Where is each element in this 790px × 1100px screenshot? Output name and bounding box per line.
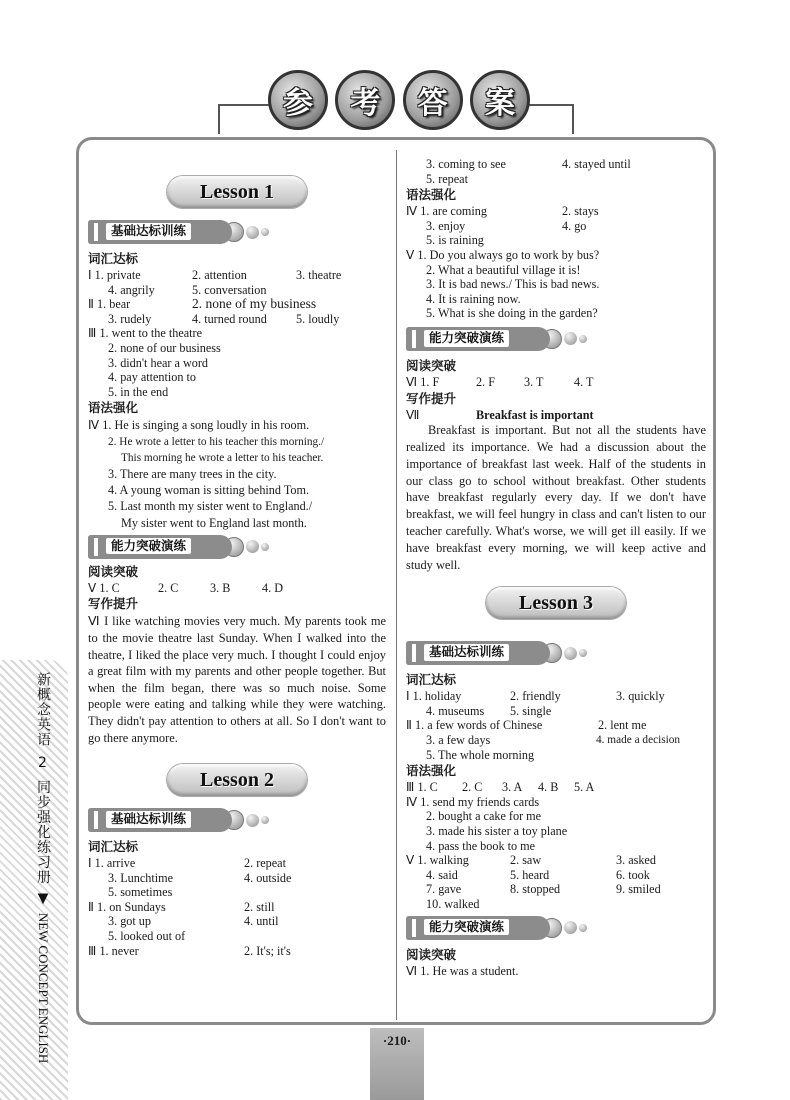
answer-row: 5. The whole morning — [426, 747, 535, 762]
writing-answer: Ⅵ I like watching movies very much. My parents took me to the movie theatre last Sunday. When I walked into the theatre, I liked the place very much. I thought I could enjoy a great film with my parents and other people together. But when the film began, there was so much noise. Some people were eating and talking while they were watching. They didn't pay attention to others at all. So I don't want to go there anymore. — [88, 614, 386, 745]
answer-row: Ⅰ 1. arrive 2. repeat — [88, 856, 286, 871]
book-title-vertical: 新概念英语 2 同步强化练习册 ▼ NEW CONCEPT ENGLISH — [35, 672, 51, 1064]
answer-row: 7. gave 8. stopped 9. smiled — [426, 882, 661, 897]
answer-row: 4. It is raining now. — [426, 291, 521, 306]
section-heading: 词汇达标 — [406, 672, 457, 688]
answer-row: 3. enjoy 4. go — [426, 218, 587, 233]
answer-row: Ⅴ 1. walking 2. saw 3. asked — [406, 853, 656, 868]
answer-row: 3. Lunchtime 4. outside — [108, 870, 292, 885]
answer-row: 2. none of our business — [108, 340, 221, 355]
answer-row: Ⅲ 1. C 2. C 3. A 4. B 5. A — [406, 780, 595, 795]
header-badge: 答 — [403, 70, 463, 130]
circle-icon — [579, 649, 587, 657]
header-badge: 案 — [470, 70, 530, 130]
answer-row: Ⅱ 1. bear 2. none of my business — [88, 296, 317, 312]
circle-icon — [261, 816, 269, 824]
circle-icon — [564, 647, 577, 660]
answer-row: Ⅱ 1. a few words of Chinese 2. lent me — [406, 718, 647, 733]
header-badge: 参 — [268, 70, 328, 130]
page-number: ·210· — [382, 1033, 412, 1048]
right-column — [406, 157, 706, 978]
section-heading: 语法强化 — [406, 187, 457, 203]
answer-row: 4. museums 5. single — [426, 703, 552, 718]
answer-row: 5. Last month my sister went to England./ — [108, 499, 313, 514]
answer-row: 4. pass the book to me — [426, 838, 535, 853]
answer-row: 5. in the end — [108, 384, 169, 399]
answer-row: Ⅵ 1. F 2. F 3. T 4. T — [406, 374, 594, 389]
lesson-title: Lesson 3 — [486, 587, 626, 619]
answer-row: Ⅳ 1. He is singing a song loudly in his room. — [88, 418, 310, 433]
lesson-title: Lesson 1 — [167, 176, 307, 208]
circle-icon — [246, 226, 259, 239]
circle-icon — [261, 543, 269, 551]
circle-icon — [246, 814, 259, 827]
section-heading: 词汇达标 — [88, 839, 139, 855]
answer-row: Ⅵ 1. He was a student. — [406, 963, 519, 978]
section-bar-ability: 能力突破演练 — [406, 916, 706, 940]
answer-row: 3. coming to see 4. stayed until — [426, 157, 631, 171]
answer-row: 3. a few days 4. made a decision — [426, 733, 681, 748]
circle-icon — [579, 335, 587, 343]
answer-row: 3. It is bad news./ This is bad news. — [426, 277, 600, 292]
section-heading: 语法强化 — [406, 763, 457, 779]
circle-icon — [564, 332, 577, 345]
section-bar-basic: 基础达标训练 — [88, 220, 386, 244]
answer-row: 5. What is she doing in the garden? — [426, 306, 598, 321]
answer-key-header — [268, 70, 530, 134]
left-column — [88, 176, 386, 958]
answer-row: 3. made his sister a toy plane — [426, 824, 568, 839]
header-badge: 考 — [335, 70, 395, 130]
answer-row: 5. repeat — [426, 171, 468, 186]
answer-row: 4. A young woman is sitting behind Tom. — [108, 483, 310, 498]
section-bar-ability: 能力突破演练 — [88, 535, 386, 559]
answer-row: 5. looked out of — [108, 929, 186, 944]
answer-row: 5. is raining — [426, 233, 484, 248]
answer-row: Ⅴ 1. Do you always go to work by bus? — [406, 247, 600, 262]
answer-row: 4. angrily 5. conversation — [108, 282, 267, 297]
circle-icon — [261, 228, 269, 236]
section-bar-basic: 基础达标训练 — [88, 808, 386, 832]
answer-row: 4. pay attention to — [108, 370, 197, 385]
answer-row: 3. got up 4. until — [108, 914, 279, 929]
answer-row: Ⅳ 1. are coming 2. stays — [406, 204, 599, 219]
circle-icon — [564, 921, 577, 934]
circle-icon — [579, 924, 587, 932]
answer-row: My sister went to England last month. — [121, 515, 307, 530]
column-divider — [396, 150, 397, 1020]
answer-row: Ⅰ 1. private 2. attention 3. theatre — [88, 268, 342, 282]
writing-title-row: Ⅶ Breakfast is important — [406, 407, 594, 422]
answer-row: 10. walked — [426, 897, 480, 912]
lesson-title: Lesson 2 — [167, 764, 307, 796]
answer-row: 3. didn't hear a word — [108, 355, 209, 370]
answer-row: Ⅴ 1. C 2. C 3. B 4. D — [88, 580, 283, 595]
triangle-icon: ▼ — [35, 890, 51, 908]
section-heading: 阅读突破 — [406, 357, 457, 373]
answer-row: Ⅳ 1. send my friends cards — [406, 794, 540, 809]
section-heading: 写作提升 — [88, 596, 139, 612]
section-heading: 阅读突破 — [406, 946, 457, 962]
answer-row: 5. sometimes — [108, 885, 173, 900]
section-heading: 阅读突破 — [88, 563, 139, 579]
answer-row: 2. bought a cake for me — [426, 809, 542, 824]
answer-row: Ⅲ 1. never 2. It's; it's — [88, 943, 291, 958]
answer-row: 2. He wrote a letter to his teacher this morning./ — [108, 435, 325, 448]
section-heading: 语法强化 — [88, 400, 139, 416]
section-bar-basic: 基础达标训练 — [406, 641, 706, 665]
circle-icon — [246, 540, 259, 553]
answer-row: 4. said 5. heard 6. took — [426, 867, 650, 882]
section-heading: 词汇达标 — [88, 251, 139, 266]
answer-row: 3. rudely 4. turned round 5. loudly — [108, 311, 340, 326]
section-heading: 写作提升 — [406, 390, 457, 406]
answer-row: Ⅱ 1. on Sundays 2. still — [88, 899, 275, 914]
section-bar-ability: 能力突破演练 — [406, 327, 706, 351]
answer-row: 2. What a beautiful village it is! — [426, 262, 581, 277]
writing-answer: Breakfast is important. But not all the students have realized its importance. We had a discussion about the importance of breakfast last week. Half of the students in our class go to school without breakfast. Other students have breakfast regularly every day. If we don't have breakfast, we will feel hungry in class and can't listen to our teacher carefully. What's worse, we will get ill easily. If we have breakfast every morning, we will keep active and study well. — [406, 423, 706, 572]
answer-row: 3. There are many trees in the city. — [108, 466, 277, 481]
answer-row: This morning he wrote a letter to his teacher. — [121, 451, 324, 464]
answer-row: Ⅰ 1. holiday 2. friendly 3. quickly — [406, 689, 665, 704]
answer-row: Ⅲ 1. went to the theatre — [88, 326, 202, 341]
